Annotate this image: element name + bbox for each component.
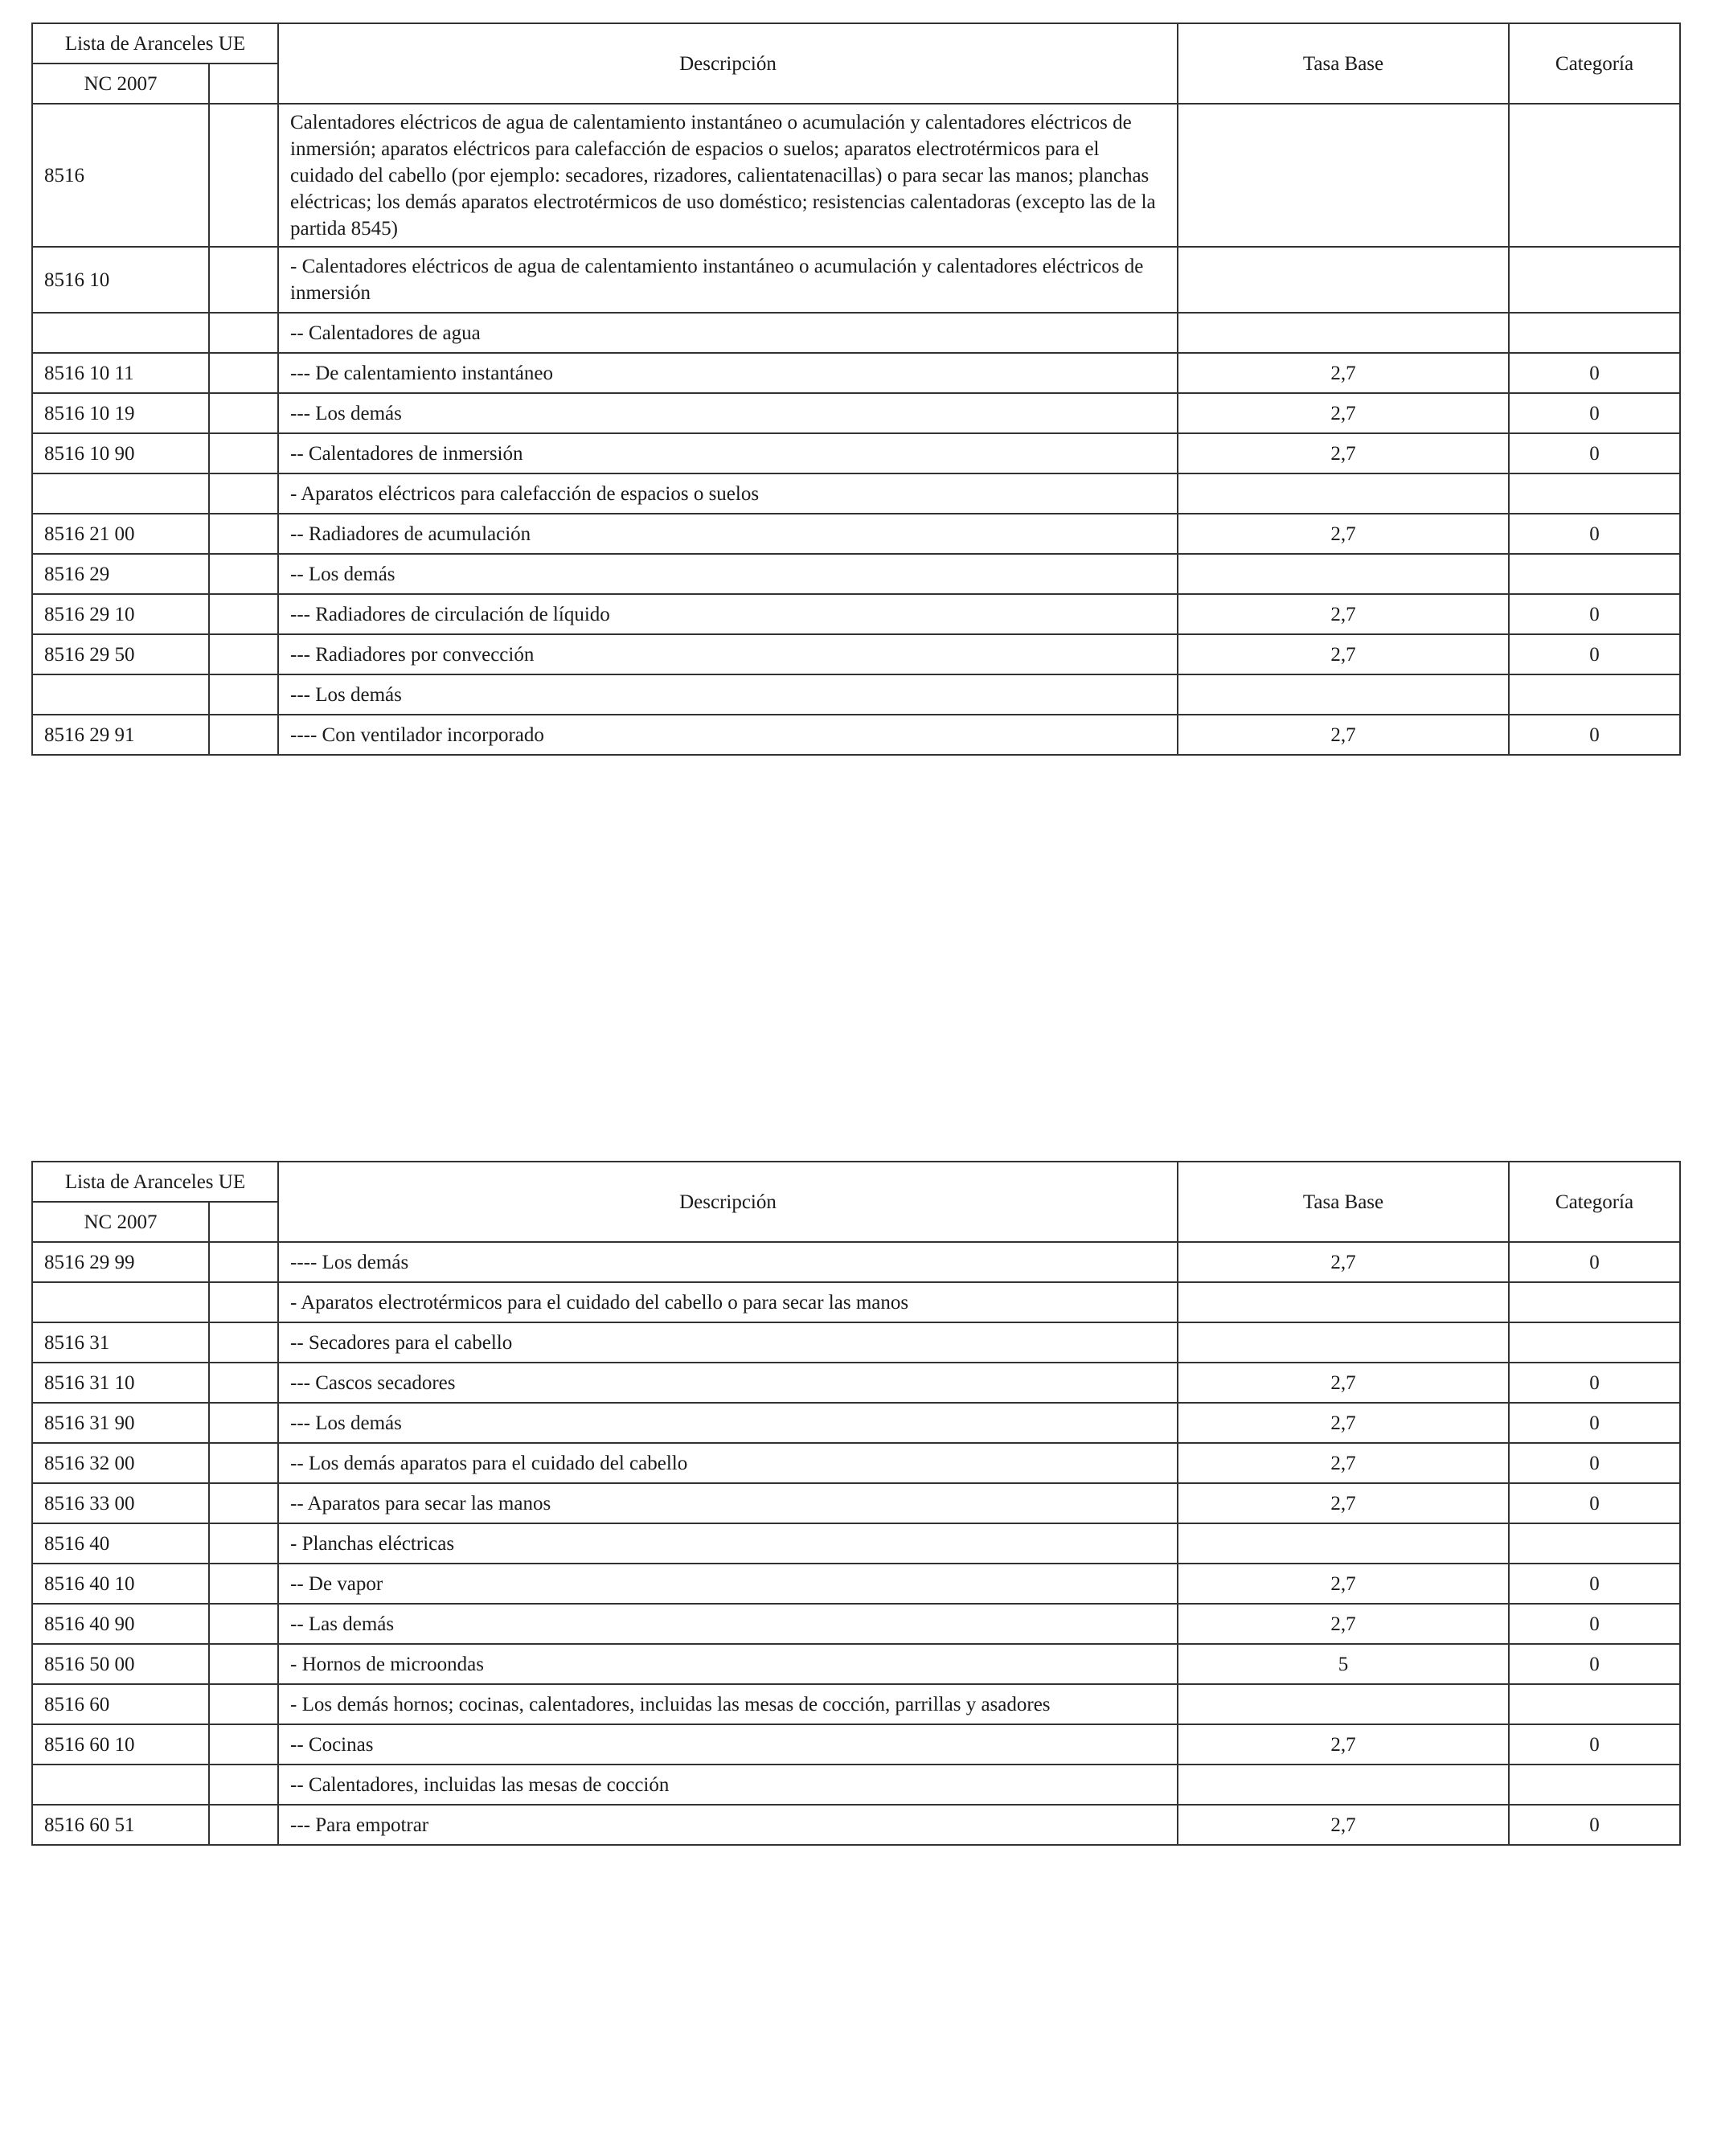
base-rate: 2,7 [1178, 594, 1509, 634]
category: 0 [1509, 715, 1680, 755]
table-row [32, 1684, 1680, 1724]
base-rate: 2,7 [1178, 1403, 1509, 1443]
table-row [32, 393, 1680, 433]
tariff-code: 8516 21 00 [32, 514, 209, 554]
table-row [32, 433, 1680, 473]
base-rate: 2,7 [1178, 634, 1509, 674]
blank-cell [209, 1443, 278, 1483]
category [1509, 1282, 1680, 1322]
category [1509, 473, 1680, 514]
tariff-code: 8516 60 51 [32, 1805, 209, 1845]
category: 0 [1509, 353, 1680, 393]
table-row [32, 353, 1680, 393]
header-base-rate: Tasa Base [1178, 23, 1509, 104]
base-rate: 2,7 [1178, 1564, 1509, 1604]
base-rate [1178, 247, 1509, 313]
blank-cell [209, 1523, 278, 1564]
blank-cell [209, 393, 278, 433]
base-rate [1178, 104, 1509, 247]
table-row [32, 1363, 1680, 1403]
blank-cell [209, 1282, 278, 1322]
tariff-description: -- Calentadores de agua [278, 313, 1178, 353]
header-list: Lista de Aranceles UE [32, 1162, 278, 1202]
base-rate: 2,7 [1178, 715, 1509, 755]
category: 0 [1509, 594, 1680, 634]
header-row [32, 1162, 1680, 1202]
base-rate: 2,7 [1178, 1724, 1509, 1765]
base-rate: 2,7 [1178, 1604, 1509, 1644]
category: 0 [1509, 514, 1680, 554]
base-rate: 2,7 [1178, 1805, 1509, 1845]
blank-cell [209, 1403, 278, 1443]
category: 0 [1509, 1363, 1680, 1403]
blank-cell [209, 1604, 278, 1644]
tariff-code: 8516 60 [32, 1684, 209, 1724]
table-row [32, 554, 1680, 594]
tariff-code: 8516 40 [32, 1523, 209, 1564]
base-rate [1178, 674, 1509, 715]
header-row [32, 23, 1680, 64]
tariff-code: 8516 33 00 [32, 1483, 209, 1523]
table-row [32, 715, 1680, 755]
base-rate [1178, 1322, 1509, 1363]
base-rate [1178, 1684, 1509, 1724]
header-blank-cell [209, 1202, 278, 1242]
tariff-description: - Aparatos eléctricos para calefacción de espacios o suelos [278, 473, 1178, 514]
tariff-description: --- De calentamiento instantáneo [278, 353, 1178, 393]
tariff-code: 8516 31 90 [32, 1403, 209, 1443]
base-rate [1178, 1282, 1509, 1322]
table-row [32, 1765, 1680, 1805]
header-nc: NC 2007 [32, 1202, 209, 1242]
table-row [32, 1403, 1680, 1443]
tariff-description: --- Los demás [278, 393, 1178, 433]
blank-cell [209, 634, 278, 674]
tariff-description: -- Aparatos para secar las manos [278, 1483, 1178, 1523]
blank-cell [209, 473, 278, 514]
tariff-table-1 [31, 23, 1681, 756]
tariff-code: 8516 29 99 [32, 1242, 209, 1282]
tariff-code: 8516 [32, 104, 209, 247]
tariff-description: --- Los demás [278, 674, 1178, 715]
category: 0 [1509, 1483, 1680, 1523]
table-row [32, 1282, 1680, 1322]
base-rate [1178, 554, 1509, 594]
base-rate: 2,7 [1178, 393, 1509, 433]
table-row [32, 634, 1680, 674]
tariff-description: - Los demás hornos; cocinas, calentadores, incluidas las mesas de cocción, parrillas y asadores [278, 1684, 1178, 1724]
tariff-description: -- Calentadores de inmersión [278, 433, 1178, 473]
blank-cell [209, 247, 278, 313]
blank-cell [209, 1805, 278, 1845]
tariff-code: 8516 10 90 [32, 433, 209, 473]
header-blank-cell [209, 64, 278, 104]
base-rate [1178, 313, 1509, 353]
category: 0 [1509, 393, 1680, 433]
category: 0 [1509, 1805, 1680, 1845]
category [1509, 313, 1680, 353]
table-row [32, 1443, 1680, 1483]
blank-cell [209, 1242, 278, 1282]
blank-cell [209, 1765, 278, 1805]
tariff-code: 8516 29 50 [32, 634, 209, 674]
category: 0 [1509, 1724, 1680, 1765]
tariff-description: -- Radiadores de acumulación [278, 514, 1178, 554]
category: 0 [1509, 1443, 1680, 1483]
header-description: Descripción [278, 1162, 1178, 1242]
tariff-description: -- De vapor [278, 1564, 1178, 1604]
category [1509, 674, 1680, 715]
header-category: Categoría [1509, 23, 1680, 104]
blank-cell [209, 1644, 278, 1684]
table-row [32, 104, 1680, 247]
header-category: Categoría [1509, 1162, 1680, 1242]
tariff-code: 8516 50 00 [32, 1644, 209, 1684]
tariff-code: 8516 32 00 [32, 1443, 209, 1483]
table-row [32, 514, 1680, 554]
table-row [32, 1242, 1680, 1282]
tariff-description: --- Radiadores de circulación de líquido [278, 594, 1178, 634]
base-rate: 2,7 [1178, 353, 1509, 393]
table-row [32, 247, 1680, 313]
blank-cell [209, 554, 278, 594]
tariff-description: -- Los demás [278, 554, 1178, 594]
category: 0 [1509, 634, 1680, 674]
tariff-code: 8516 40 90 [32, 1604, 209, 1644]
base-rate [1178, 473, 1509, 514]
category [1509, 1765, 1680, 1805]
table-row [32, 1483, 1680, 1523]
base-rate: 2,7 [1178, 433, 1509, 473]
blank-cell [209, 1363, 278, 1403]
blank-cell [209, 1724, 278, 1765]
blank-cell [209, 514, 278, 554]
base-rate [1178, 1523, 1509, 1564]
category [1509, 1322, 1680, 1363]
category [1509, 1684, 1680, 1724]
table-row [32, 1805, 1680, 1845]
category [1509, 247, 1680, 313]
category: 0 [1509, 1403, 1680, 1443]
blank-cell [209, 1564, 278, 1604]
table-row [32, 1724, 1680, 1765]
header-base-rate: Tasa Base [1178, 1162, 1509, 1242]
tariff-description: -- Cocinas [278, 1724, 1178, 1765]
base-rate: 2,7 [1178, 1242, 1509, 1282]
tariff-description: Calentadores eléctricos de agua de calentamiento instantáneo o acumulación y calentadores eléctricos de inmersión; aparatos eléctricos para calefacción de espacios o suelos; aparatos electrotérmicos para el cuidado del cabello (por ejemplo: secadores, rizadores, calientatenacillas) o para secar las manos; planchas eléctricas; los demás aparatos electrotérmicos de uso doméstico; resistencias calentadoras (excepto las de la partida 8545) [278, 104, 1178, 247]
tariff-description: ---- Con ventilador incorporado [278, 715, 1178, 755]
blank-cell [209, 353, 278, 393]
table-row [32, 1322, 1680, 1363]
tariff-code: 8516 29 91 [32, 715, 209, 755]
tariff-table-2 [31, 1161, 1681, 1846]
blank-cell [209, 433, 278, 473]
header-nc: NC 2007 [32, 64, 209, 104]
tariff-code: 8516 10 19 [32, 393, 209, 433]
category: 0 [1509, 1604, 1680, 1644]
base-rate: 2,7 [1178, 514, 1509, 554]
category [1509, 554, 1680, 594]
base-rate [1178, 1765, 1509, 1805]
tariff-code: 8516 10 [32, 247, 209, 313]
table-row [32, 674, 1680, 715]
blank-cell [209, 594, 278, 634]
tariff-code [32, 674, 209, 715]
category [1509, 1523, 1680, 1564]
base-rate: 2,7 [1178, 1363, 1509, 1403]
base-rate: 5 [1178, 1644, 1509, 1684]
tariff-description: ---- Los demás [278, 1242, 1178, 1282]
blank-cell [209, 1684, 278, 1724]
tariff-code: 8516 60 10 [32, 1724, 209, 1765]
tariff-description: --- Radiadores por convección [278, 634, 1178, 674]
tariff-code [32, 473, 209, 514]
tariff-code: 8516 31 10 [32, 1363, 209, 1403]
tariff-description: - Calentadores eléctricos de agua de calentamiento instantáneo o acumulación y calentadores eléctricos de inmersión [278, 247, 1178, 313]
table-row [32, 1564, 1680, 1604]
table-row [32, 313, 1680, 353]
tariff-description: -- Calentadores, incluidas las mesas de cocción [278, 1765, 1178, 1805]
blank-cell [209, 1483, 278, 1523]
tariff-description: --- Cascos secadores [278, 1363, 1178, 1403]
tariff-code: 8516 40 10 [32, 1564, 209, 1604]
tariff-code: 8516 31 [32, 1322, 209, 1363]
base-rate: 2,7 [1178, 1483, 1509, 1523]
tariff-code: 8516 29 [32, 554, 209, 594]
table-row [32, 594, 1680, 634]
tariff-description: --- Los demás [278, 1403, 1178, 1443]
blank-cell [209, 313, 278, 353]
table-row [32, 1523, 1680, 1564]
table-row [32, 1604, 1680, 1644]
tariff-code [32, 1282, 209, 1322]
tariff-description: -- Las demás [278, 1604, 1178, 1644]
header-description: Descripción [278, 23, 1178, 104]
tariff-description: - Hornos de microondas [278, 1644, 1178, 1684]
category: 0 [1509, 1564, 1680, 1604]
tariff-code: 8516 10 11 [32, 353, 209, 393]
base-rate: 2,7 [1178, 1443, 1509, 1483]
tariff-code [32, 313, 209, 353]
table-row [32, 473, 1680, 514]
header-list: Lista de Aranceles UE [32, 23, 278, 64]
blank-cell [209, 674, 278, 715]
category [1509, 104, 1680, 247]
tariff-description: -- Los demás aparatos para el cuidado del cabello [278, 1443, 1178, 1483]
blank-cell [209, 715, 278, 755]
blank-cell [209, 104, 278, 247]
tariff-description: -- Secadores para el cabello [278, 1322, 1178, 1363]
tariff-description: - Planchas eléctricas [278, 1523, 1178, 1564]
category: 0 [1509, 1242, 1680, 1282]
blank-cell [209, 1322, 278, 1363]
category: 0 [1509, 1644, 1680, 1684]
tariff-description: --- Para empotrar [278, 1805, 1178, 1845]
tariff-code: 8516 29 10 [32, 594, 209, 634]
category: 0 [1509, 433, 1680, 473]
tariff-code [32, 1765, 209, 1805]
tariff-description: - Aparatos electrotérmicos para el cuidado del cabello o para secar las manos [278, 1282, 1178, 1322]
table-row [32, 1644, 1680, 1684]
